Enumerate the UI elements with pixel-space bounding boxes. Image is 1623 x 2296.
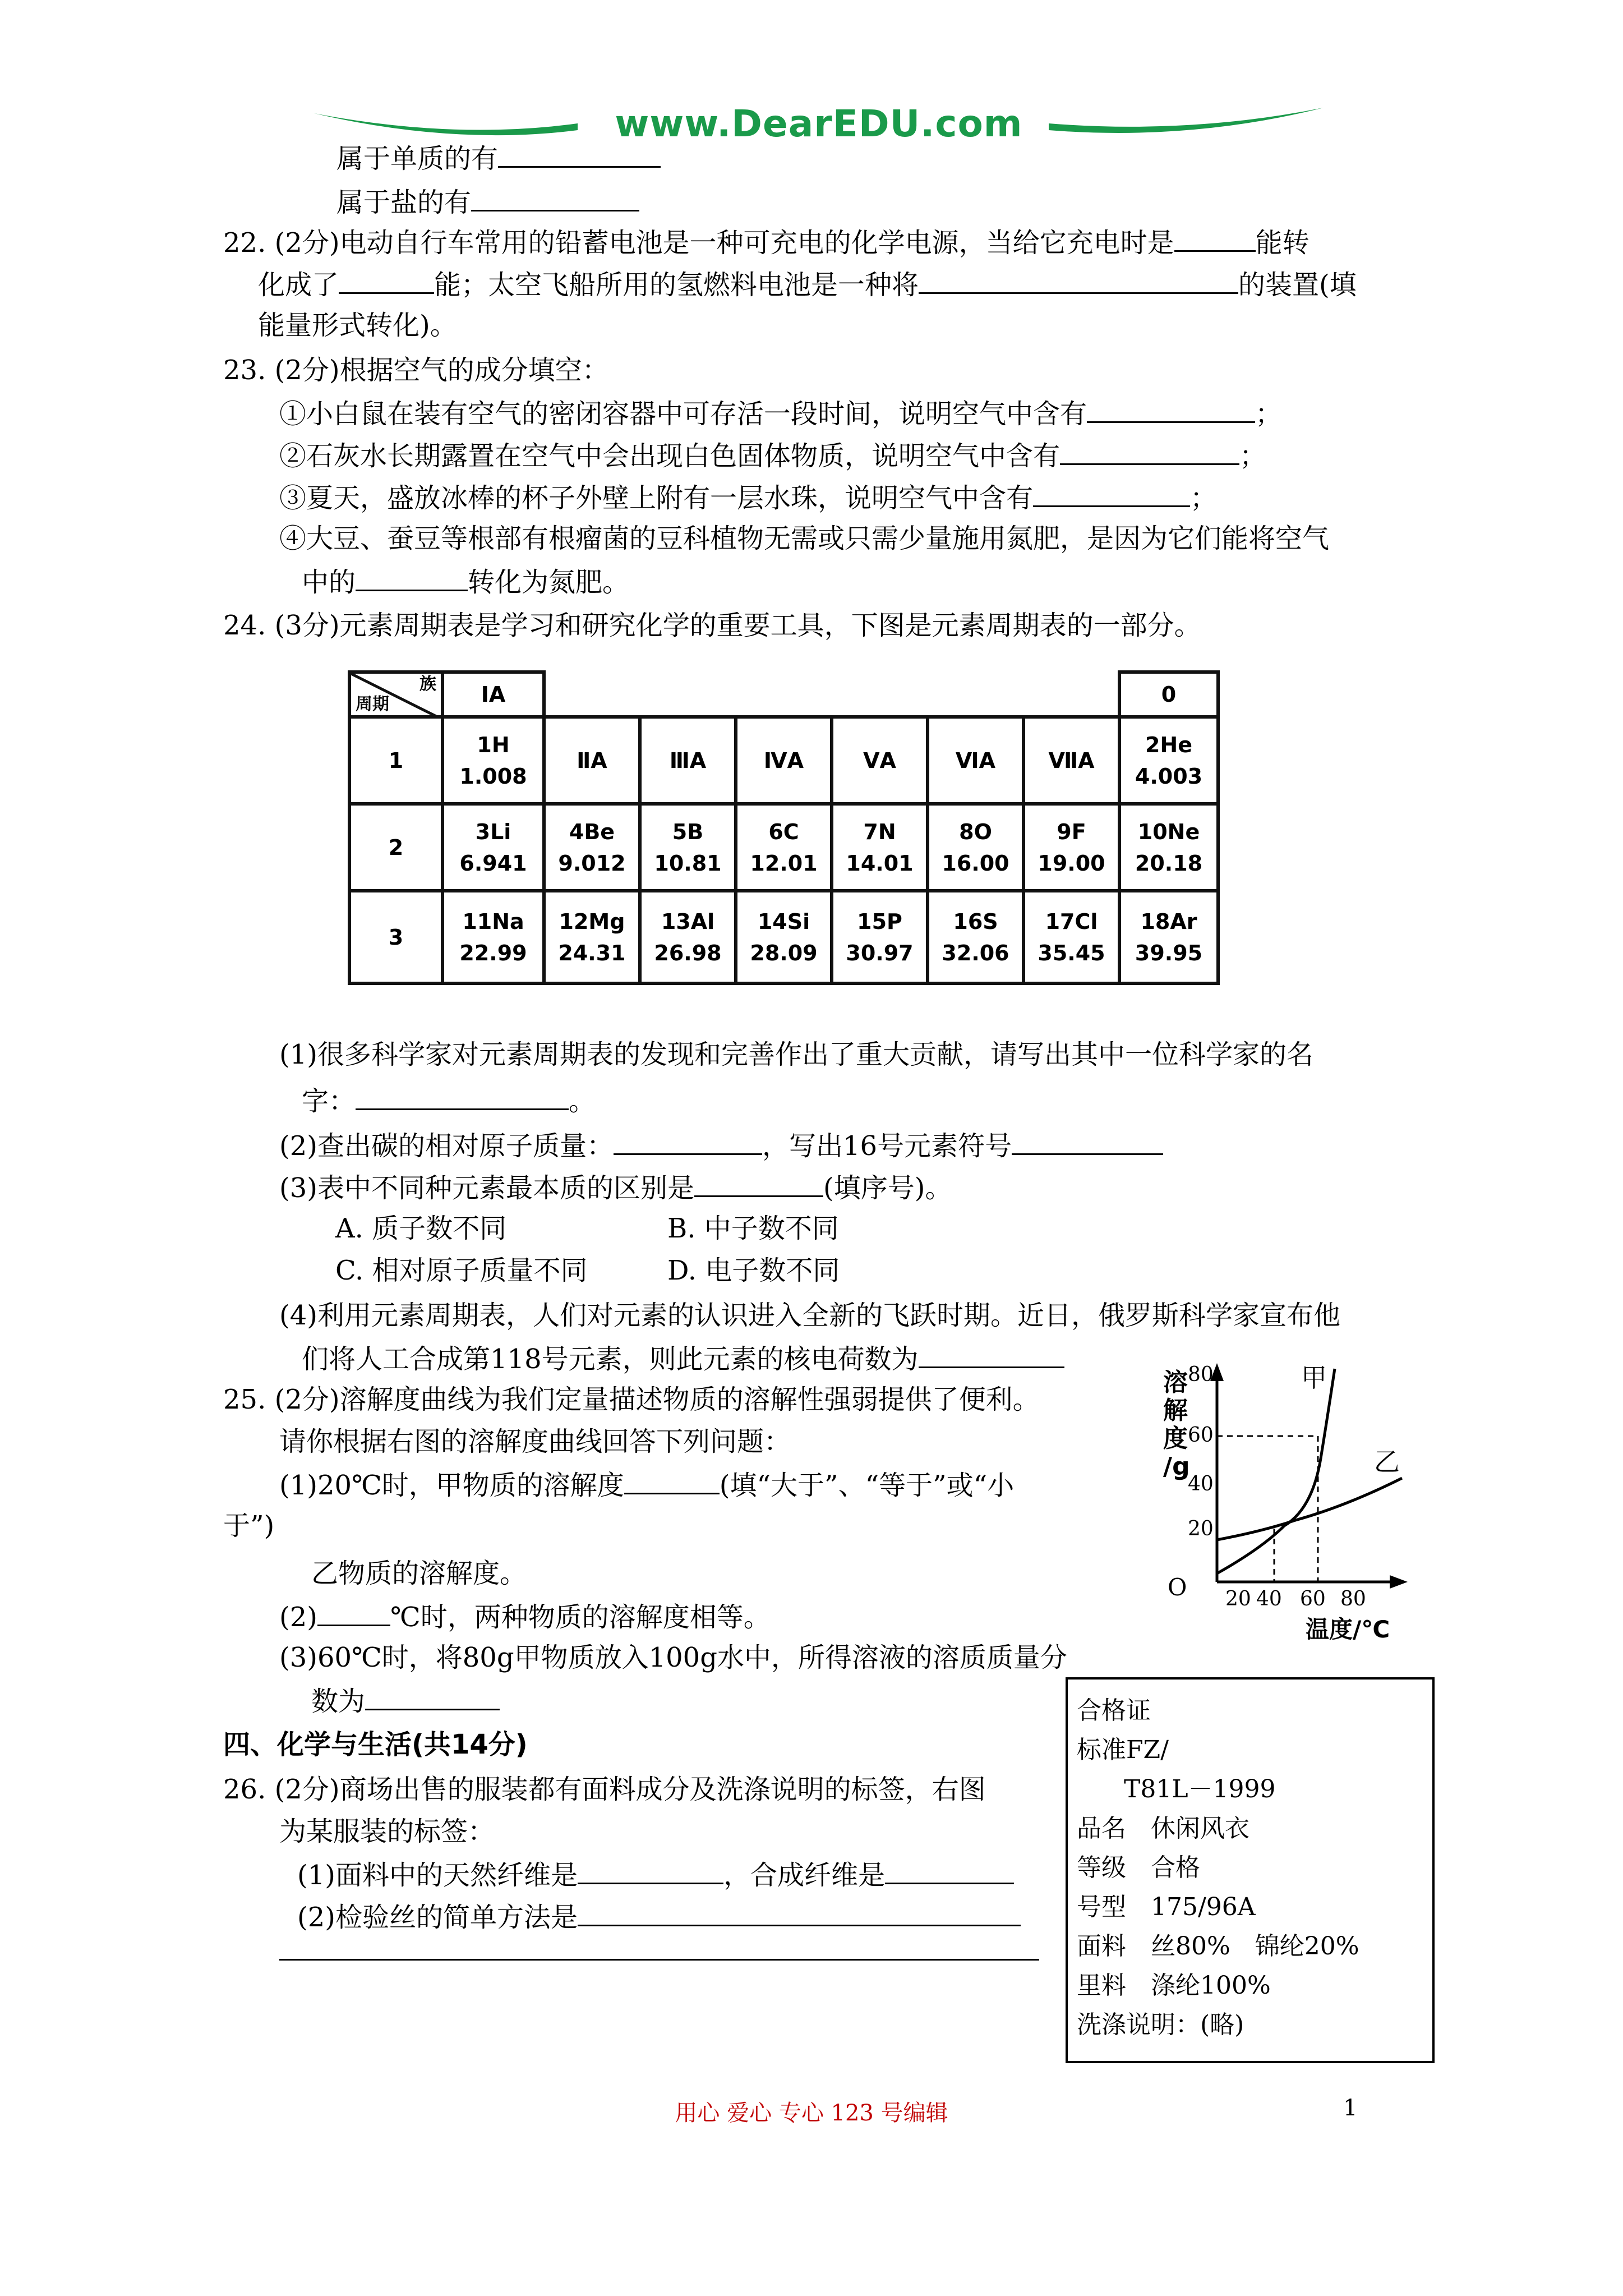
q25-part3: (3)60℃时，将80g甲物质放入100g水中，所得溶液的溶质质量分 <box>279 1642 1067 1673</box>
q26-part1: (1)面料中的天然纤维是 ，合成纤维是 <box>297 1857 1014 1892</box>
answer-blank[interactable] <box>356 564 468 591</box>
q24-option-b: B. 中子数不同 <box>667 1213 839 1244</box>
label-line: T81L－1999 <box>1124 1775 1276 1803</box>
label-line: 品名 休闲风衣 <box>1077 1814 1249 1843</box>
table-row <box>349 717 1218 804</box>
answer-blank[interactable] <box>614 1128 762 1155</box>
q25-line1: 25. (2分)溶解度曲线为我们定量描述物质的溶解性强弱提供了便利。 <box>223 1384 1040 1415</box>
element-cell: 5B 10.81 <box>640 804 736 891</box>
label-line: 等级 合格 <box>1077 1853 1200 1882</box>
answer-blank[interactable] <box>694 1170 823 1197</box>
element-cell: ⅤA <box>832 717 928 804</box>
q23-item3: ③夏天，盛放冰棒的杯子外壁上附有一层水珠，说明空气中含有 ； <box>279 480 1217 515</box>
element-cell: ⅥA <box>928 717 1023 804</box>
q25-part1-end: 乙物质的溶解度。 <box>311 1558 527 1589</box>
answer-blank[interactable] <box>1033 480 1190 507</box>
series-jia-label: 甲 <box>1301 1363 1327 1393</box>
garment-label <box>1066 1677 1435 2063</box>
group-0-header: 0 <box>1119 672 1218 717</box>
q23-title: 23. (2分)根据空气的成分填空： <box>223 355 609 386</box>
q24-option-a: A. 质子数不同 <box>335 1213 507 1244</box>
site-url: www.DearEDU.com <box>615 102 1023 145</box>
q24-part4-cont: 们将人工合成第118号元素，则此元素的核电荷数为 <box>302 1341 1064 1376</box>
answer-blank[interactable] <box>578 1899 1021 1926</box>
answer-blank[interactable] <box>1087 395 1255 423</box>
q21-line1: 属于单质的有 <box>336 140 661 176</box>
answer-blank[interactable] <box>578 1857 723 1884</box>
q24-option-d: D. 电子数不同 <box>667 1255 840 1286</box>
element-cell: 9F 19.00 <box>1023 804 1119 891</box>
x-axis-arrow-icon <box>1390 1575 1408 1589</box>
q23-item4-cont: 中的 转化为氮肥。 <box>302 564 629 599</box>
section-heading: 四、化学与生活(共14分) <box>223 1729 528 1760</box>
label-line: 洗涤说明：(略) <box>1077 2010 1244 2039</box>
q25-part1-cont: 于”) <box>223 1510 275 1542</box>
answer-blank[interactable] <box>471 184 639 211</box>
q23-item4: ④大豆、蚕豆等根部有根瘤菌的豆科植物无需或只需少量施用氮肥，是因为它们能将空气 <box>279 523 1330 554</box>
element-cell: 7N 14.01 <box>832 804 928 891</box>
answer-blank[interactable] <box>317 1599 390 1626</box>
page-footer: 用心 爱心 专心 123 号编辑 <box>675 2100 948 2126</box>
x-tick-label: 60 <box>1300 1588 1326 1611</box>
element-cell: 2He 4.003 <box>1119 717 1218 804</box>
q25-part3-cont: 数为 <box>311 1683 500 1718</box>
q25-line2: 请你根据右图的溶解度曲线回答下列问题： <box>279 1426 791 1457</box>
q26-part2: (2)检验丝的简单方法是 <box>297 1899 1021 1934</box>
answer-blank[interactable] <box>498 140 661 168</box>
answer-blank[interactable] <box>1012 1128 1163 1155</box>
answer-blank[interactable] <box>339 266 434 294</box>
x-axis-label: 温度/℃ <box>1306 1616 1390 1643</box>
element-cell: 4Be 9.012 <box>544 804 640 891</box>
element-cell: 13Al 26.98 <box>640 891 736 983</box>
q21-line2: 属于盐的有 <box>336 184 639 219</box>
table-row <box>349 804 1218 891</box>
period-label: 3 <box>349 891 442 983</box>
element-cell: ⅣA <box>736 717 832 804</box>
q25-part1: (1)20℃时，甲物质的溶解度 (填“大于”、“等于”或“小 <box>279 1467 1014 1502</box>
label-line: 号型 175/96A <box>1077 1893 1256 1921</box>
answer-line[interactable] <box>279 1959 1039 1961</box>
page-number: 1 <box>1343 2095 1358 2121</box>
element-cell: 14Si 28.09 <box>736 891 832 983</box>
periodic-table <box>348 670 1220 985</box>
label-line: 合格证 <box>1077 1696 1151 1725</box>
element-cell: 10Ne 20.18 <box>1119 804 1218 891</box>
x-tick-label: 80 <box>1340 1588 1366 1611</box>
y-tick-label: 60 <box>1188 1424 1214 1447</box>
element-cell: ⅦA <box>1023 717 1119 804</box>
x-tick-label: 20 <box>1225 1588 1251 1611</box>
answer-blank[interactable] <box>885 1857 1014 1884</box>
series-yi-label: 乙 <box>1374 1447 1400 1477</box>
q22-line3: 能量形式转化)。 <box>258 310 457 341</box>
q24-title: 24. (3分)元素周期表是学习和研究化学的重要工具，下图是元素周期表的一部分。 <box>223 610 1201 641</box>
series-jia-curve <box>1217 1369 1335 1573</box>
q26-line1: 26. (2分)商场出售的服装都有面料成分及洗涤说明的标签，右图 <box>223 1774 986 1805</box>
element-cell: 3Li 6.941 <box>442 804 544 891</box>
answer-blank[interactable] <box>919 1341 1064 1368</box>
y-tick-label: 80 <box>1188 1363 1214 1386</box>
period-label: 2 <box>349 804 442 891</box>
answer-blank[interactable] <box>1060 438 1239 465</box>
period-label: 1 <box>349 717 442 804</box>
element-cell: ⅢA <box>640 717 736 804</box>
x-tick-label: 40 <box>1256 1588 1282 1611</box>
label-line: 标准FZ/ <box>1077 1736 1169 1764</box>
answer-blank[interactable] <box>356 1083 569 1110</box>
corner-period-label: 周期 <box>356 694 389 714</box>
q23-item1: ①小白鼠在装有空气的密闭容器中可存活一段时间，说明空气中含有 ； <box>279 395 1282 431</box>
q24-part1: (1)很多科学家对元素周期表的发现和完善作出了重大贡献，请写出其中一位科学家的名 <box>279 1039 1313 1070</box>
element-cell: 6C 12.01 <box>736 804 832 891</box>
q24-part3: (3)表中不同种元素最本质的区别是 (填序号)。 <box>279 1170 952 1205</box>
element-cell: 17Cl 35.45 <box>1023 891 1119 983</box>
q22-line1: 22. (2分)电动自行车常用的铅蓄电池是一种可充电的化学电源，当给它充电时是 能转 <box>223 224 1310 260</box>
element-cell: 18Ar 39.95 <box>1119 891 1218 983</box>
y-tick-label: 20 <box>1188 1517 1214 1540</box>
answer-blank[interactable] <box>919 266 1238 294</box>
label-line: 面料 丝80% 锦纶20% <box>1077 1932 1359 1961</box>
label-line: 里料 涤纶100% <box>1077 1971 1271 2000</box>
answer-blank[interactable] <box>1174 224 1256 252</box>
element-cell: 16S 32.06 <box>928 891 1023 983</box>
answer-blank[interactable] <box>624 1467 720 1494</box>
corner-group-label: 族 <box>419 674 436 694</box>
element-cell: 1H 1.008 <box>442 717 544 804</box>
q24-part4: (4)利用元素周期表，人们对元素的认识进入全新的飞跃时期。近日，俄罗斯科学家宣布他 <box>279 1300 1340 1331</box>
series-yi-curve <box>1217 1478 1402 1540</box>
q26-line2: 为某服装的标签： <box>279 1816 495 1847</box>
solubility-curve-chart <box>1150 1346 1413 1643</box>
group-ia-header: IA <box>442 672 544 717</box>
q24-part2: (2)查出碳的相对原子质量： ，写出16号元素符号 <box>279 1128 1163 1163</box>
y-tick-label: 40 <box>1188 1473 1214 1496</box>
y-axis-label: 溶 解 度 /g <box>1163 1368 1190 1481</box>
origin-label: O <box>1168 1573 1187 1601</box>
element-cell: 8O 16.00 <box>928 804 1023 891</box>
element-cell: 12Mg 24.31 <box>544 891 640 983</box>
q25-part2: (2) ℃时，两种物质的溶解度相等。 <box>279 1599 771 1634</box>
table-row <box>349 891 1218 983</box>
table-corner-cell <box>349 672 442 717</box>
q24-option-c: C. 相对原子质量不同 <box>335 1255 588 1286</box>
element-cell: 11Na 22.99 <box>442 891 544 983</box>
q24-part1-cont: 字： 。 <box>302 1083 596 1118</box>
answer-blank[interactable] <box>365 1683 500 1710</box>
q23-item2: ②石灰水长期露置在空气中会出现白色固体物质，说明空气中含有 ； <box>279 438 1266 473</box>
q22-line2: 化成了 能；太空飞船所用的氢燃料电池是一种将 的装置(填 <box>258 266 1357 302</box>
element-cell: ⅡA <box>544 717 640 804</box>
element-cell: 15P 30.97 <box>832 891 928 983</box>
